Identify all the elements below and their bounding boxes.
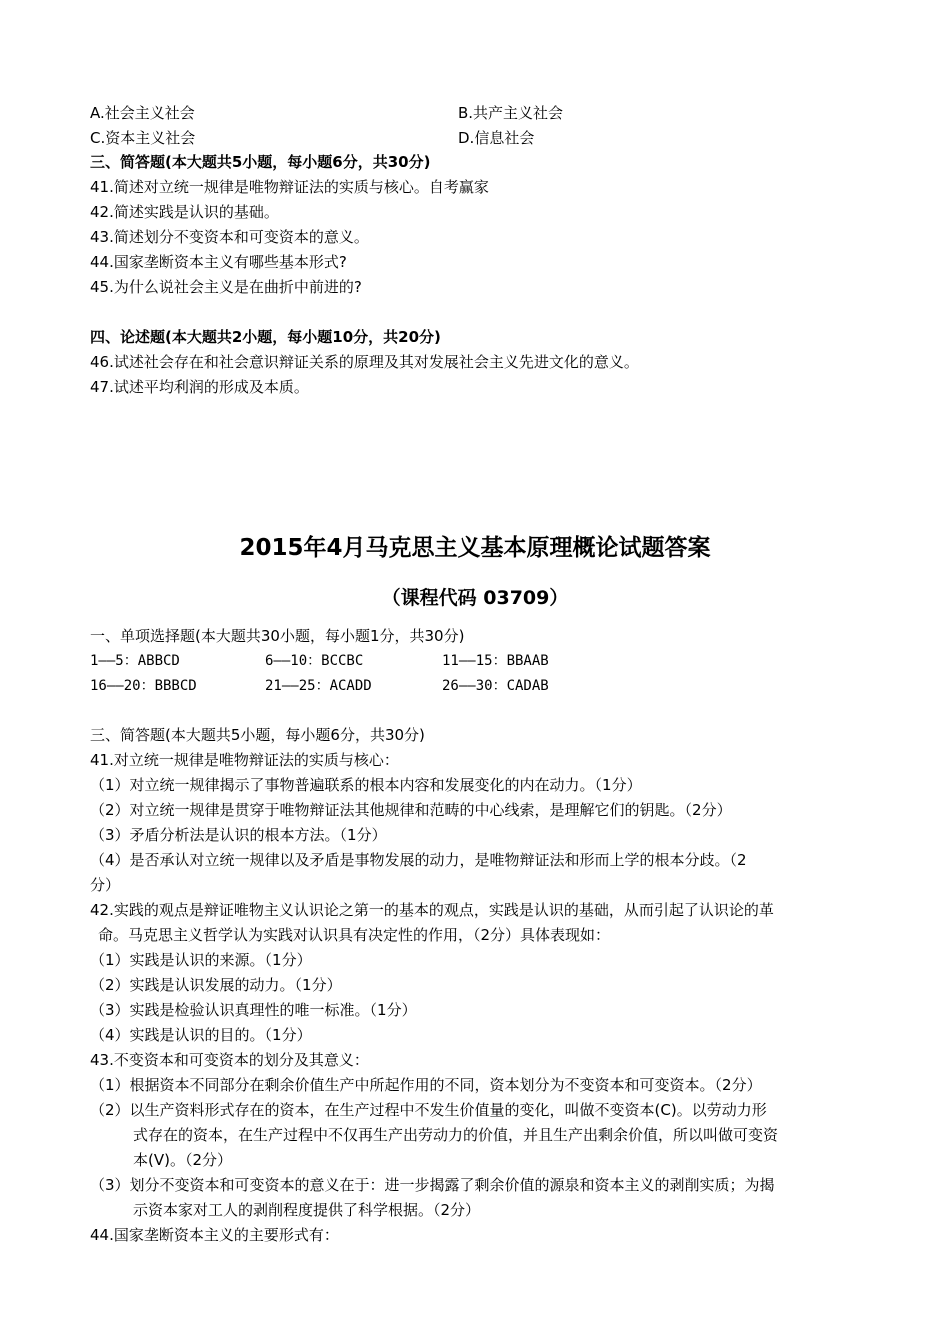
answer-42-point: （4）实践是认识的目的。（1分） [90,1026,312,1044]
question-46: 46.试述社会存在和社会意识辩证关系的原理及其对发展社会主义先进文化的意义。 [90,353,639,371]
answer-44-heading: 44.国家垄断资本主义的主要形式有： [90,1226,339,1244]
question-42: 42.简述实践是认识的基础。 [90,203,279,221]
option-d: D.信息社会 [458,129,535,147]
question-44: 44.国家垄断资本主义有哪些基本形式? [90,253,347,271]
answer-43-point-cont: 式存在的资本，在生产过程中不仅再生产出劳动力的价值，并且生产出剩余价值，所以叫做可变资 [133,1126,779,1144]
answer-43-point: （3）划分不变资本和可变资本的意义在于：进一步揭露了剩余价值的源泉和资本主义的剥削实质；为揭 [90,1176,775,1194]
answer-42-point: （3）实践是检验认识真理性的唯一标准。（1分） [90,1001,417,1019]
answers-title: 2015年4月马克思主义基本原理概论试题答案 [239,535,711,561]
question-45: 45.为什么说社会主义是在曲折中前进的? [90,278,362,296]
mc-answer: 1——5：ABBCD [90,653,180,669]
answer-42-point: （2）实践是认识发展的动力。（1分） [90,976,342,994]
course-code: （课程代码 03709） [381,587,569,609]
answer-43-point-cont: 示资本家对工人的剥削程度提供了科学根据。（2分） [133,1201,481,1219]
answer-41-point-cont: 分） [90,876,121,894]
answer-41-point: （4）是否承认对立统一规律以及矛盾是事物发展的动力，是唯物辩证法和形而上学的根本分歧。（2 [90,851,747,869]
answer-43-heading: 43.不变资本和可变资本的划分及其意义： [90,1051,369,1069]
answers-section3-heading: 三、简答题(本大题共5小题，每小题6分，共30分) [90,726,425,744]
answer-41-heading: 41.对立统一规律是唯物辩证法的实质与核心： [90,751,399,769]
question-47: 47.试述平均利润的形成及本质。 [90,378,309,396]
answer-41-point: （2）对立统一规律是贯穿于唯物辩证法其他规律和范畴的中心线索，是理解它们的钥匙。（2分） [90,801,732,819]
mc-answer: 16——20：BBBCD [90,678,197,694]
answer-42-point: （1）实践是认识的来源。（1分） [90,951,312,969]
section4-heading: 四、论述题(本大题共2小题，每小题10分，共20分) [90,328,441,346]
mc-answer: 6——10：BCCBC [265,653,364,669]
answer-42-heading: 42.实践的观点是辩证唯物主义认识论之第一的基本的观点，实践是认识的基础，从而引起了认识论的革 [90,901,774,919]
answer-41-point: （1）对立统一规律揭示了事物普遍联系的根本内容和发展变化的内在动力。（1分） [90,776,642,794]
question-41: 41.简述对立统一规律是唯物辩证法的实质与核心。自考赢家 [90,178,489,196]
mc-answer: 26——30：CADAB [442,678,549,694]
question-43: 43.简述划分不变资本和可变资本的意义。 [90,228,369,246]
option-b: B.共产主义社会 [458,104,564,122]
answer-43-point: （1）根据资本不同部分在剩余价值生产中所起作用的不同，资本划分为不变资本和可变资本。（2分） [90,1076,762,1094]
answer-43-point: （2）以生产资料形式存在的资本，在生产过程中不发生价值量的变化，叫做不变资本(C)。以劳动力形 [90,1101,767,1119]
answer-41-point: （3）矛盾分析法是认识的根本方法。（1分） [90,826,387,844]
answer-43-point-cont: 本(V)。（2分） [133,1151,233,1169]
answers-section1-heading: 一、单项选择题(本大题共30小题，每小题1分，共30分) [90,627,465,645]
mc-answer: 21——25：ACADD [265,678,372,694]
answer-42-heading-cont: 命。马克思主义哲学认为实践对认识具有决定性的作用，（2分）具体表现如： [98,926,611,944]
option-a: A.社会主义社会 [90,104,195,122]
mc-answer: 11——15：BBAAB [442,653,549,669]
section3-heading: 三、简答题(本大题共5小题，每小题6分，共30分) [90,153,431,171]
option-c: C.资本主义社会 [90,129,196,147]
